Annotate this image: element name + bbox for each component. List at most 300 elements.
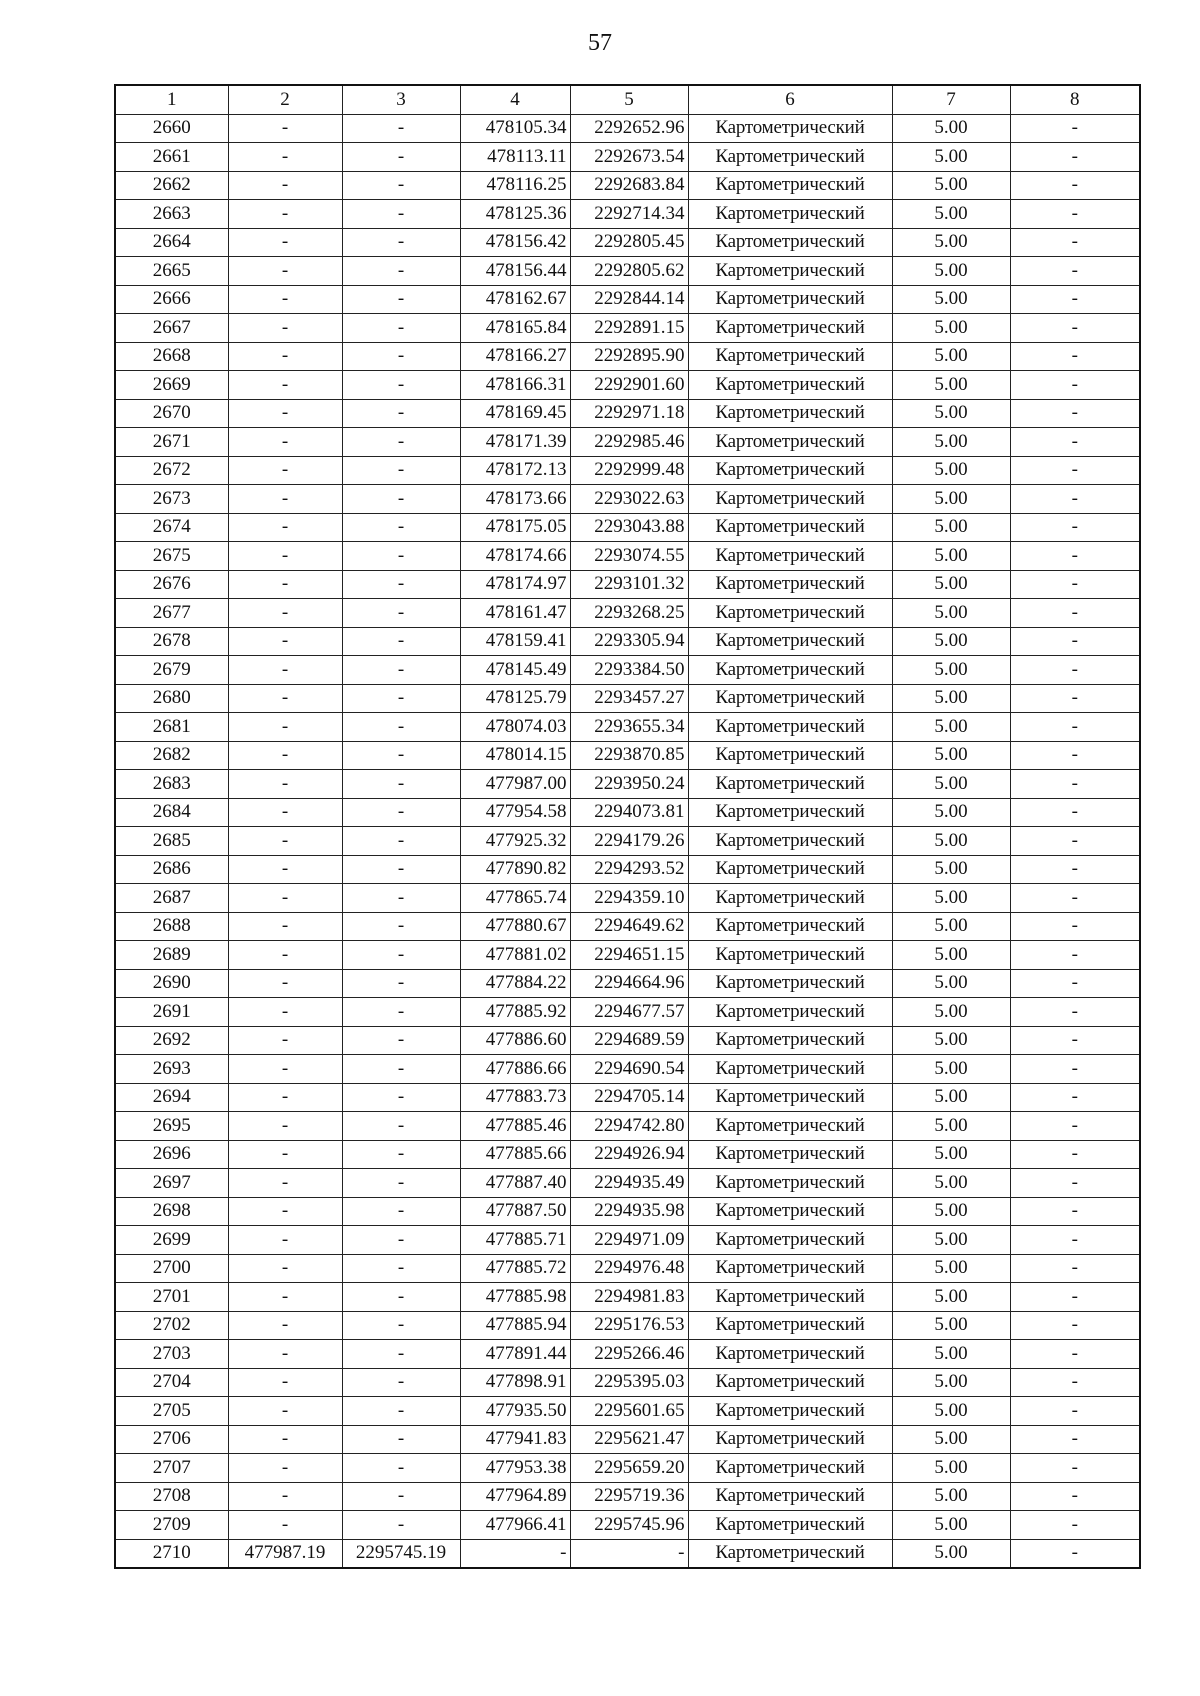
x-old-cell: - xyxy=(228,1283,342,1312)
y-new-cell: 2292901.60 xyxy=(570,371,688,400)
point-number-cell: 2693 xyxy=(115,1055,228,1084)
point-number-cell: 2680 xyxy=(115,684,228,713)
x-old-cell: - xyxy=(228,1482,342,1511)
accuracy-cell: 5.00 xyxy=(892,884,1010,913)
x-old-cell: - xyxy=(228,171,342,200)
table-row xyxy=(115,884,1140,913)
x-old-cell: - xyxy=(228,1311,342,1340)
table-row xyxy=(115,1311,1140,1340)
method-cell: Картометрический xyxy=(688,314,892,343)
y-old-cell: - xyxy=(342,114,460,143)
description-cell: - xyxy=(1010,570,1140,599)
y-old-cell: - xyxy=(342,143,460,172)
x-old-cell: - xyxy=(228,285,342,314)
method-cell: Картометрический xyxy=(688,1368,892,1397)
x-new-cell: 478125.79 xyxy=(460,684,570,713)
accuracy-cell: 5.00 xyxy=(892,656,1010,685)
accuracy-cell: 5.00 xyxy=(892,428,1010,457)
y-old-cell: - xyxy=(342,684,460,713)
accuracy-cell: 5.00 xyxy=(892,1368,1010,1397)
point-number-cell: 2684 xyxy=(115,798,228,827)
y-old-cell: - xyxy=(342,741,460,770)
method-cell: Картометрический xyxy=(688,855,892,884)
point-number-cell: 2692 xyxy=(115,1026,228,1055)
description-cell: - xyxy=(1010,1226,1140,1255)
y-old-cell: - xyxy=(342,1083,460,1112)
table-row xyxy=(115,741,1140,770)
description-cell: - xyxy=(1010,969,1140,998)
method-cell: Картометрический xyxy=(688,1283,892,1312)
x-old-cell: - xyxy=(228,1368,342,1397)
point-number-cell: 2688 xyxy=(115,912,228,941)
y-new-cell: 2292805.62 xyxy=(570,257,688,286)
y-new-cell: 2292971.18 xyxy=(570,399,688,428)
y-old-cell: - xyxy=(342,941,460,970)
accuracy-cell: 5.00 xyxy=(892,1055,1010,1084)
method-cell: Картометрический xyxy=(688,770,892,799)
x-old-cell: - xyxy=(228,399,342,428)
table-row xyxy=(115,713,1140,742)
description-cell: - xyxy=(1010,1112,1140,1141)
column-header: 1 xyxy=(115,85,228,114)
description-cell: - xyxy=(1010,1368,1140,1397)
y-old-cell: - xyxy=(342,627,460,656)
y-new-cell: 2295601.65 xyxy=(570,1397,688,1426)
accuracy-cell: 5.00 xyxy=(892,485,1010,514)
y-new-cell: 2295745.96 xyxy=(570,1511,688,1540)
method-cell: Картометрический xyxy=(688,371,892,400)
y-new-cell: 2293384.50 xyxy=(570,656,688,685)
y-new-cell: 2292652.96 xyxy=(570,114,688,143)
y-new-cell: 2294651.15 xyxy=(570,941,688,970)
x-old-cell: - xyxy=(228,1169,342,1198)
table-row xyxy=(115,941,1140,970)
description-cell: - xyxy=(1010,513,1140,542)
x-old-cell: - xyxy=(228,998,342,1027)
point-number-cell: 2683 xyxy=(115,770,228,799)
point-number-cell: 2699 xyxy=(115,1226,228,1255)
accuracy-cell: 5.00 xyxy=(892,941,1010,970)
description-cell: - xyxy=(1010,627,1140,656)
x-old-cell: - xyxy=(228,599,342,628)
x-new-cell: 477987.00 xyxy=(460,770,570,799)
description-cell: - xyxy=(1010,1311,1140,1340)
x-new-cell: 477966.41 xyxy=(460,1511,570,1540)
y-new-cell: 2293101.32 xyxy=(570,570,688,599)
x-new-cell: 477884.22 xyxy=(460,969,570,998)
description-cell: - xyxy=(1010,285,1140,314)
column-header: 3 xyxy=(342,85,460,114)
point-number-cell: 2682 xyxy=(115,741,228,770)
method-cell: Картометрический xyxy=(688,456,892,485)
x-new-cell: 478014.15 xyxy=(460,741,570,770)
x-old-cell: - xyxy=(228,684,342,713)
y-old-cell: - xyxy=(342,257,460,286)
y-new-cell: 2294971.09 xyxy=(570,1226,688,1255)
method-cell: Картометрический xyxy=(688,342,892,371)
x-new-cell: 477964.89 xyxy=(460,1482,570,1511)
method-cell: Картометрический xyxy=(688,798,892,827)
description-cell: - xyxy=(1010,114,1140,143)
method-cell: Картометрический xyxy=(688,171,892,200)
x-new-cell: 477886.66 xyxy=(460,1055,570,1084)
y-new-cell: 2295395.03 xyxy=(570,1368,688,1397)
y-new-cell: 2292895.90 xyxy=(570,342,688,371)
point-number-cell: 2685 xyxy=(115,827,228,856)
point-number-cell: 2681 xyxy=(115,713,228,742)
description-cell: - xyxy=(1010,342,1140,371)
y-new-cell: 2294690.54 xyxy=(570,1055,688,1084)
point-number-cell: 2673 xyxy=(115,485,228,514)
x-new-cell: 477880.67 xyxy=(460,912,570,941)
y-old-cell: - xyxy=(342,399,460,428)
y-new-cell: 2294179.26 xyxy=(570,827,688,856)
point-number-cell: 2689 xyxy=(115,941,228,970)
point-number-cell: 2674 xyxy=(115,513,228,542)
y-new-cell: 2292714.34 xyxy=(570,200,688,229)
description-cell: - xyxy=(1010,1140,1140,1169)
x-new-cell: 478116.25 xyxy=(460,171,570,200)
description-cell: - xyxy=(1010,428,1140,457)
y-new-cell: 2295176.53 xyxy=(570,1311,688,1340)
description-cell: - xyxy=(1010,713,1140,742)
accuracy-cell: 5.00 xyxy=(892,342,1010,371)
table-row xyxy=(115,1083,1140,1112)
description-cell: - xyxy=(1010,1055,1140,1084)
point-number-cell: 2694 xyxy=(115,1083,228,1112)
y-old-cell: - xyxy=(342,513,460,542)
method-cell: Картометрический xyxy=(688,114,892,143)
method-cell: Картометрический xyxy=(688,884,892,913)
accuracy-cell: 5.00 xyxy=(892,599,1010,628)
x-old-cell: - xyxy=(228,342,342,371)
x-old-cell: - xyxy=(228,1226,342,1255)
x-old-cell: - xyxy=(228,428,342,457)
description-cell: - xyxy=(1010,1026,1140,1055)
table-row xyxy=(115,1425,1140,1454)
accuracy-cell: 5.00 xyxy=(892,1539,1010,1568)
y-old-cell: 2295745.19 xyxy=(342,1539,460,1568)
x-old-cell: - xyxy=(228,1083,342,1112)
x-new-cell: 478169.45 xyxy=(460,399,570,428)
accuracy-cell: 5.00 xyxy=(892,912,1010,941)
description-cell: - xyxy=(1010,1511,1140,1540)
y-old-cell: - xyxy=(342,1311,460,1340)
point-number-cell: 2702 xyxy=(115,1311,228,1340)
y-new-cell: 2295266.46 xyxy=(570,1340,688,1369)
point-number-cell: 2662 xyxy=(115,171,228,200)
description-cell: - xyxy=(1010,1397,1140,1426)
x-old-cell: - xyxy=(228,513,342,542)
accuracy-cell: 5.00 xyxy=(892,1454,1010,1483)
x-old-cell: - xyxy=(228,1340,342,1369)
column-header: 6 xyxy=(688,85,892,114)
x-new-cell: 478113.11 xyxy=(460,143,570,172)
description-cell: - xyxy=(1010,399,1140,428)
x-new-cell: 477954.58 xyxy=(460,798,570,827)
x-old-cell: - xyxy=(228,456,342,485)
x-old-cell: - xyxy=(228,656,342,685)
point-number-cell: 2703 xyxy=(115,1340,228,1369)
description-cell: - xyxy=(1010,200,1140,229)
y-new-cell: 2292844.14 xyxy=(570,285,688,314)
method-cell: Картометрический xyxy=(688,570,892,599)
y-new-cell: 2294073.81 xyxy=(570,798,688,827)
accuracy-cell: 5.00 xyxy=(892,1140,1010,1169)
y-new-cell: 2295719.36 xyxy=(570,1482,688,1511)
x-old-cell: - xyxy=(228,884,342,913)
y-new-cell: 2294981.83 xyxy=(570,1283,688,1312)
method-cell: Картометрический xyxy=(688,1311,892,1340)
y-old-cell: - xyxy=(342,1197,460,1226)
method-cell: Картометрический xyxy=(688,542,892,571)
y-old-cell: - xyxy=(342,798,460,827)
description-cell: - xyxy=(1010,485,1140,514)
x-old-cell: - xyxy=(228,485,342,514)
method-cell: Картометрический xyxy=(688,941,892,970)
description-cell: - xyxy=(1010,1254,1140,1283)
accuracy-cell: 5.00 xyxy=(892,1083,1010,1112)
method-cell: Картометрический xyxy=(688,285,892,314)
x-old-cell: - xyxy=(228,1254,342,1283)
table-row xyxy=(115,855,1140,884)
method-cell: Картометрический xyxy=(688,1083,892,1112)
description-cell: - xyxy=(1010,1340,1140,1369)
x-old-cell: - xyxy=(228,1055,342,1084)
y-new-cell: 2293268.25 xyxy=(570,599,688,628)
y-new-cell: 2292673.54 xyxy=(570,143,688,172)
y-new-cell: 2293022.63 xyxy=(570,485,688,514)
x-old-cell: - xyxy=(228,713,342,742)
y-old-cell: - xyxy=(342,1454,460,1483)
description-cell: - xyxy=(1010,1083,1140,1112)
accuracy-cell: 5.00 xyxy=(892,314,1010,343)
point-number-cell: 2670 xyxy=(115,399,228,428)
method-cell: Картометрический xyxy=(688,684,892,713)
table-body xyxy=(115,114,1140,1568)
y-old-cell: - xyxy=(342,342,460,371)
y-old-cell: - xyxy=(342,1368,460,1397)
page-number: 57 xyxy=(588,30,612,56)
x-new-cell: 478145.49 xyxy=(460,656,570,685)
point-number-cell: 2691 xyxy=(115,998,228,1027)
y-new-cell: 2294935.49 xyxy=(570,1169,688,1198)
y-old-cell: - xyxy=(342,542,460,571)
x-old-cell: - xyxy=(228,1140,342,1169)
table-row xyxy=(115,200,1140,229)
x-old-cell: - xyxy=(228,143,342,172)
description-cell: - xyxy=(1010,884,1140,913)
description-cell: - xyxy=(1010,1539,1140,1568)
x-new-cell: 478175.05 xyxy=(460,513,570,542)
description-cell: - xyxy=(1010,912,1140,941)
point-number-cell: 2705 xyxy=(115,1397,228,1426)
y-new-cell: 2295621.47 xyxy=(570,1425,688,1454)
x-new-cell: - xyxy=(460,1539,570,1568)
y-old-cell: - xyxy=(342,456,460,485)
x-new-cell: 478125.36 xyxy=(460,200,570,229)
description-cell: - xyxy=(1010,143,1140,172)
y-old-cell: - xyxy=(342,827,460,856)
y-old-cell: - xyxy=(342,884,460,913)
table-row xyxy=(115,912,1140,941)
y-old-cell: - xyxy=(342,200,460,229)
point-number-cell: 2667 xyxy=(115,314,228,343)
description-cell: - xyxy=(1010,1482,1140,1511)
table-row xyxy=(115,1283,1140,1312)
method-cell: Картометрический xyxy=(688,513,892,542)
point-number-cell: 2660 xyxy=(115,114,228,143)
point-number-cell: 2701 xyxy=(115,1283,228,1312)
x-new-cell: 477883.73 xyxy=(460,1083,570,1112)
x-old-cell: - xyxy=(228,912,342,941)
accuracy-cell: 5.00 xyxy=(892,570,1010,599)
y-old-cell: - xyxy=(342,855,460,884)
method-cell: Картометрический xyxy=(688,1397,892,1426)
x-new-cell: 477865.74 xyxy=(460,884,570,913)
x-new-cell: 477885.98 xyxy=(460,1283,570,1312)
method-cell: Картометрический xyxy=(688,627,892,656)
point-number-cell: 2704 xyxy=(115,1368,228,1397)
y-old-cell: - xyxy=(342,1397,460,1426)
table-row xyxy=(115,371,1140,400)
x-new-cell: 478156.42 xyxy=(460,228,570,257)
accuracy-cell: 5.00 xyxy=(892,1425,1010,1454)
table-row xyxy=(115,1169,1140,1198)
point-number-cell: 2677 xyxy=(115,599,228,628)
y-new-cell: 2292891.15 xyxy=(570,314,688,343)
accuracy-cell: 5.00 xyxy=(892,741,1010,770)
x-new-cell: 477885.71 xyxy=(460,1226,570,1255)
x-new-cell: 478105.34 xyxy=(460,114,570,143)
table-row xyxy=(115,1112,1140,1141)
accuracy-cell: 5.00 xyxy=(892,1226,1010,1255)
method-cell: Картометрический xyxy=(688,1539,892,1568)
x-new-cell: 478171.39 xyxy=(460,428,570,457)
accuracy-cell: 5.00 xyxy=(892,143,1010,172)
table-row xyxy=(115,285,1140,314)
y-old-cell: - xyxy=(342,1112,460,1141)
accuracy-cell: 5.00 xyxy=(892,513,1010,542)
x-old-cell: - xyxy=(228,570,342,599)
accuracy-cell: 5.00 xyxy=(892,998,1010,1027)
x-old-cell: - xyxy=(228,1397,342,1426)
point-number-cell: 2698 xyxy=(115,1197,228,1226)
accuracy-cell: 5.00 xyxy=(892,1397,1010,1426)
method-cell: Картометрический xyxy=(688,1197,892,1226)
accuracy-cell: 5.00 xyxy=(892,1112,1010,1141)
description-cell: - xyxy=(1010,684,1140,713)
y-new-cell: 2294677.57 xyxy=(570,998,688,1027)
method-cell: Картометрический xyxy=(688,1425,892,1454)
y-new-cell: 2294689.59 xyxy=(570,1026,688,1055)
description-cell: - xyxy=(1010,1169,1140,1198)
accuracy-cell: 5.00 xyxy=(892,855,1010,884)
y-new-cell: 2294976.48 xyxy=(570,1254,688,1283)
method-cell: Картометрический xyxy=(688,257,892,286)
description-cell: - xyxy=(1010,599,1140,628)
x-new-cell: 477887.50 xyxy=(460,1197,570,1226)
accuracy-cell: 5.00 xyxy=(892,1026,1010,1055)
method-cell: Картометрический xyxy=(688,1340,892,1369)
point-number-cell: 2710 xyxy=(115,1539,228,1568)
column-header: 5 xyxy=(570,85,688,114)
table-row xyxy=(115,969,1140,998)
method-cell: Картометрический xyxy=(688,399,892,428)
table-row xyxy=(115,314,1140,343)
accuracy-cell: 5.00 xyxy=(892,684,1010,713)
x-new-cell: 477885.46 xyxy=(460,1112,570,1141)
description-cell: - xyxy=(1010,798,1140,827)
y-new-cell: 2293305.94 xyxy=(570,627,688,656)
method-cell: Картометрический xyxy=(688,656,892,685)
method-cell: Картометрический xyxy=(688,1254,892,1283)
description-cell: - xyxy=(1010,656,1140,685)
x-new-cell: 477935.50 xyxy=(460,1397,570,1426)
x-new-cell: 478156.44 xyxy=(460,257,570,286)
point-number-cell: 2669 xyxy=(115,371,228,400)
point-number-cell: 2687 xyxy=(115,884,228,913)
table-row xyxy=(115,1368,1140,1397)
table-row xyxy=(115,1454,1140,1483)
x-old-cell: - xyxy=(228,1112,342,1141)
table-row xyxy=(115,684,1140,713)
point-number-cell: 2709 xyxy=(115,1511,228,1540)
accuracy-cell: 5.00 xyxy=(892,285,1010,314)
y-new-cell: 2293457.27 xyxy=(570,684,688,713)
point-number-cell: 2671 xyxy=(115,428,228,457)
x-old-cell: - xyxy=(228,627,342,656)
point-number-cell: 2686 xyxy=(115,855,228,884)
description-cell: - xyxy=(1010,371,1140,400)
y-new-cell: 2292985.46 xyxy=(570,428,688,457)
x-new-cell: 478074.03 xyxy=(460,713,570,742)
x-old-cell: 477987.19 xyxy=(228,1539,342,1568)
accuracy-cell: 5.00 xyxy=(892,456,1010,485)
y-old-cell: - xyxy=(342,1226,460,1255)
description-cell: - xyxy=(1010,228,1140,257)
x-new-cell: 478166.27 xyxy=(460,342,570,371)
x-old-cell: - xyxy=(228,770,342,799)
x-new-cell: 477890.82 xyxy=(460,855,570,884)
accuracy-cell: 5.00 xyxy=(892,257,1010,286)
y-new-cell: 2294293.52 xyxy=(570,855,688,884)
x-new-cell: 477885.94 xyxy=(460,1311,570,1340)
y-old-cell: - xyxy=(342,1340,460,1369)
description-cell: - xyxy=(1010,855,1140,884)
y-old-cell: - xyxy=(342,1254,460,1283)
x-new-cell: 478173.66 xyxy=(460,485,570,514)
y-old-cell: - xyxy=(342,1169,460,1198)
y-old-cell: - xyxy=(342,599,460,628)
y-old-cell: - xyxy=(342,656,460,685)
y-new-cell: 2293655.34 xyxy=(570,713,688,742)
accuracy-cell: 5.00 xyxy=(892,114,1010,143)
accuracy-cell: 5.00 xyxy=(892,399,1010,428)
y-old-cell: - xyxy=(342,371,460,400)
table-row xyxy=(115,1340,1140,1369)
point-number-cell: 2664 xyxy=(115,228,228,257)
accuracy-cell: 5.00 xyxy=(892,371,1010,400)
table-row xyxy=(115,770,1140,799)
method-cell: Картометрический xyxy=(688,143,892,172)
y-new-cell: - xyxy=(570,1539,688,1568)
method-cell: Картометрический xyxy=(688,200,892,229)
y-old-cell: - xyxy=(342,485,460,514)
x-old-cell: - xyxy=(228,371,342,400)
table-row xyxy=(115,171,1140,200)
accuracy-cell: 5.00 xyxy=(892,200,1010,229)
